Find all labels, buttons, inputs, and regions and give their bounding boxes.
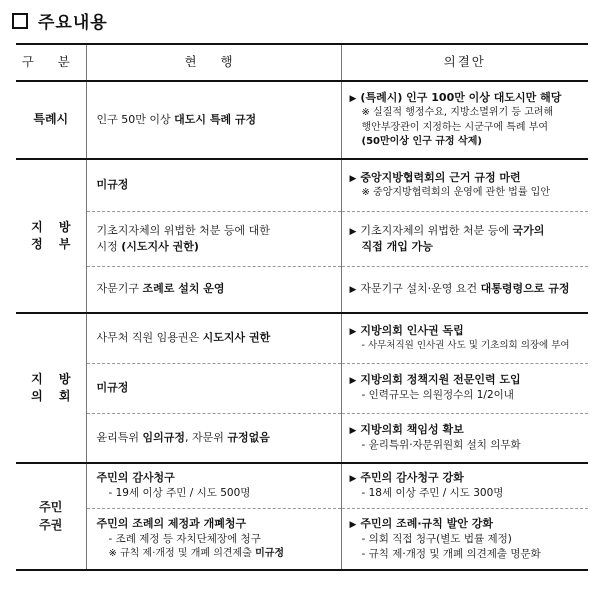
category-local-council: 지 방 의 회 — [16, 313, 86, 463]
current-cell: 인구 50만 이상 대도시 특례 규정 — [86, 81, 341, 159]
triangle-bullet-icon: ▶ — [349, 285, 357, 296]
current-cell: 사무처 직원 임용권은 시도지사 권한 — [86, 313, 341, 363]
table-row — [16, 81, 588, 159]
proposal-cell: ▶ (특례시) 인구 100만 이상 대도시만 해당 ※ 실질적 행정수요, 지방소멸위기 등 고려해 행안부장관이 지정하는 시군구에 특례 부여 (50만이상 인구 규정 삭제) — [341, 81, 588, 159]
category-local-government: 지 방 정 부 — [16, 159, 86, 313]
section-heading — [12, 8, 108, 33]
current-cell: 미규정 — [86, 159, 341, 211]
triangle-bullet-icon: ▶ — [349, 519, 357, 530]
comparison-table — [16, 43, 588, 571]
proposal-cell: ▶ 지방의회 인사권 독립 - 사무처직원 인사권 사도 및 기초의회 의장에 부여 — [341, 313, 588, 363]
triangle-bullet-icon: ▶ — [349, 426, 357, 437]
table-row — [16, 413, 588, 463]
header-current: 현 행 — [86, 44, 341, 81]
triangle-bullet-icon: ▶ — [349, 376, 357, 387]
proposal-cell: ▶ 주민의 감사청구 강화 - 18세 이상 주민 / 시도 300명 — [341, 463, 588, 508]
table-row — [16, 266, 588, 313]
table-row — [16, 508, 588, 570]
table-row — [16, 159, 588, 211]
proposal-cell: ▶ 지방의회 책임성 확보 - 윤리특위·자문위원회 설치 의무화 — [341, 413, 588, 463]
table-row — [16, 463, 588, 508]
proposal-cell: ▶ 기초지자체의 위법한 처분 등에 국가의 직접 개입 가능 — [341, 211, 588, 266]
current-cell: 윤리특위 임의규정, 자문위 규정없음 — [86, 413, 341, 463]
table-row — [16, 211, 588, 266]
current-cell: 자문기구 조례로 설치 운영 — [86, 266, 341, 313]
triangle-bullet-icon: ▶ — [349, 226, 357, 237]
table-header-row — [16, 44, 588, 81]
proposal-cell: ▶ 자문기구 설치·운영 요건 대통령령으로 규정 — [341, 266, 588, 313]
current-cell: 미규정 — [86, 363, 341, 413]
triangle-bullet-icon: ▶ — [349, 94, 357, 105]
section-title: 주요내용 — [38, 13, 108, 33]
category-special-city: 특례시 — [16, 81, 86, 159]
table-row — [16, 313, 588, 363]
table-row — [16, 363, 588, 413]
proposal-cell: ▶ 지방의회 정책지원 전문인력 도입 - 인력규모는 의원정수의 1/2이내 — [341, 363, 588, 413]
category-resident-sovereignty: 주민 주권 — [16, 463, 86, 570]
proposal-cell: ▶ 주민의 조례·규칙 발안 강화 - 의회 직접 청구(별도 법률 제정) - 규칙 제·개정 및 개폐 의견제출 명문화 — [349, 516, 541, 560]
current-cell: 기초지자체의 위법한 처분 등에 대한 시정 (시도지사 권한) — [86, 211, 341, 266]
header-proposal: 의결안 — [341, 44, 588, 81]
current-cell: 주민의 감사청구 - 19세 이상 주민 / 시도 500명 — [86, 463, 341, 508]
header-category: 구 분 — [16, 44, 86, 81]
triangle-bullet-icon: ▶ — [349, 474, 357, 485]
proposal-cell: ▶ 중앙지방협력회의 근거 규정 마련 ※ 중앙지방협력회의 운영에 관한 법률 입안 — [341, 159, 588, 211]
current-cell: 주민의 조례의 제정과 개폐청구 - 조례 제정 등 자치단체장에 청구 ※ 규칙 제·개정 및 개폐 의견제출 미규정 — [86, 508, 341, 570]
square-bullet-icon — [12, 13, 28, 29]
triangle-bullet-icon: ▶ — [349, 327, 357, 338]
triangle-bullet-icon: ▶ — [349, 173, 357, 184]
